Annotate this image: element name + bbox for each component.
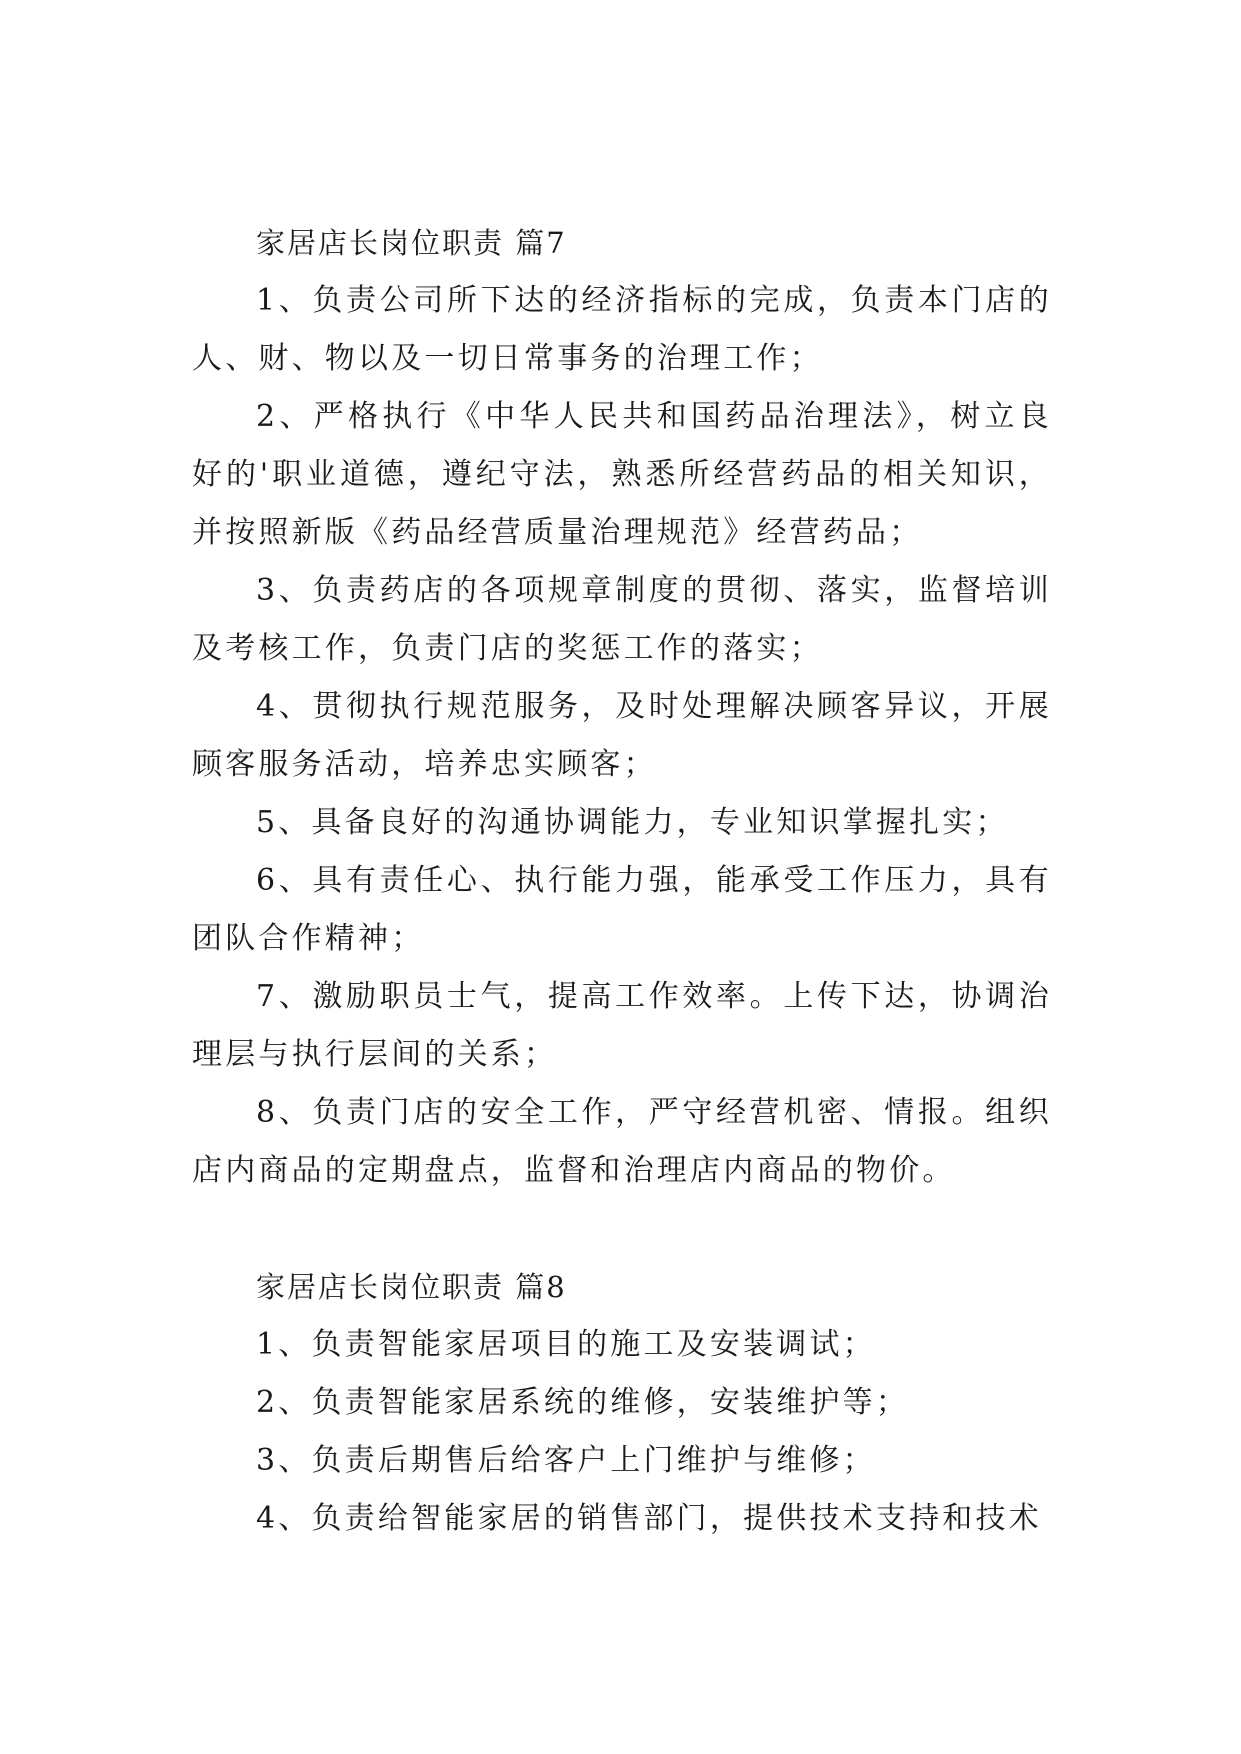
section-7 [192, 214, 1052, 1200]
list-item: 5、具备良好的沟通协调能力，专业知识掌握扎实； [256, 805, 1009, 840]
list-item: 3、负责后期售后给客户上门维护与维修； [256, 1443, 876, 1478]
list-item: 1、负责智能家居项目的施工及安装调试； [256, 1327, 876, 1362]
section-8 [192, 1258, 1052, 1548]
list-item: 6、具有责任心、执行能力强，能承受工作压力，具有团队合作精神； [192, 863, 1052, 956]
section-title: 家居店长岗位职责 篇7 [256, 226, 567, 260]
list-item: 4、负责给智能家居的销售部门，提供技术支持和技术 [256, 1501, 1042, 1536]
list-item: 7、激励职员士气，提高工作效率。上传下达，协调治理层与执行层间的关系； [192, 979, 1052, 1072]
document-body [192, 214, 1052, 1548]
list-item: 1、负责公司所下达的经济指标的完成，负责本门店的人、财、物以及一切日常事务的治理工作； [192, 283, 1052, 376]
list-item: 2、负责智能家居系统的维修，安装维护等； [256, 1385, 910, 1420]
list-item: 4、贯彻执行规范服务，及时处理解决顾客异议，开展顾客服务活动，培养忠实顾客； [192, 689, 1052, 782]
section-spacer [192, 1200, 1052, 1258]
list-item: 8、负责门店的安全工作，严守经营机密、情报。组织店内商品的定期盘点，监督和治理店内商品的物价。 [192, 1095, 1052, 1188]
list-item: 3、负责药店的各项规章制度的贯彻、落实，监督培训及考核工作，负责门店的奖惩工作的落实； [192, 573, 1052, 666]
section-title: 家居店长岗位职责 篇8 [256, 1270, 567, 1304]
list-item: 2、严格执行《中华人民共和国药品治理法》，树立良好的'职业道德，遵纪守法，熟悉所经营药品的相关知识，并按照新版《药品经营质量治理规范》经营药品； [192, 399, 1052, 550]
